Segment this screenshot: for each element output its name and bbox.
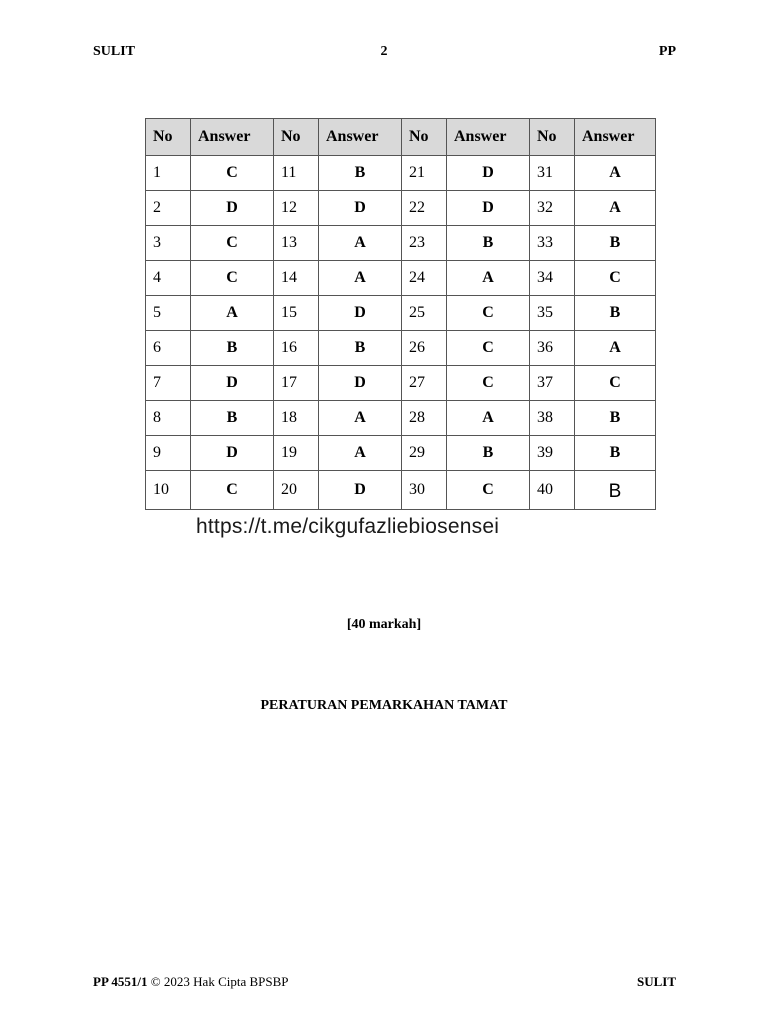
column-header-answer: Answer <box>447 119 530 156</box>
question-number-cell: 10 <box>146 471 191 510</box>
question-number-cell: 8 <box>146 401 191 436</box>
table-row <box>146 261 656 296</box>
answer-cell: A <box>191 296 274 331</box>
question-number-cell: 17 <box>274 366 319 401</box>
question-number-cell: 18 <box>274 401 319 436</box>
question-number-cell: 23 <box>402 226 447 261</box>
question-number-cell: 7 <box>146 366 191 401</box>
question-number-cell: 5 <box>146 296 191 331</box>
answer-cell: B <box>575 401 656 436</box>
answer-cell: C <box>191 226 274 261</box>
question-number-cell: 24 <box>402 261 447 296</box>
column-header-answer: Answer <box>191 119 274 156</box>
answer-cell: C <box>191 156 274 191</box>
question-number-cell: 2 <box>146 191 191 226</box>
question-number-cell: 34 <box>530 261 575 296</box>
answer-cell: A <box>575 191 656 226</box>
column-header-answer: Answer <box>575 119 656 156</box>
answer-cell: D <box>191 191 274 226</box>
answer-cell: B <box>191 401 274 436</box>
question-number-cell: 29 <box>402 436 447 471</box>
answer-key-table <box>145 118 656 510</box>
question-number-cell: 12 <box>274 191 319 226</box>
answer-cell: D <box>319 471 402 510</box>
question-number-cell: 3 <box>146 226 191 261</box>
question-number-cell: 16 <box>274 331 319 366</box>
answer-cell: C <box>447 366 530 401</box>
footer-paper-code: PP 4551/1 <box>93 974 148 989</box>
page-number: 2 <box>380 44 388 59</box>
answer-cell: C <box>447 331 530 366</box>
question-number-cell: 36 <box>530 331 575 366</box>
answer-cell: B <box>575 436 656 471</box>
question-number-cell: 19 <box>274 436 319 471</box>
end-of-marking-scheme: PERATURAN PEMARKAHAN TAMAT <box>260 698 508 713</box>
answer-cell: D <box>191 366 274 401</box>
table-row <box>146 331 656 366</box>
table-row <box>146 436 656 471</box>
question-number-cell: 21 <box>402 156 447 191</box>
total-marks: [40 markah] <box>346 617 422 632</box>
column-header-no: No <box>402 119 447 156</box>
table-header-row <box>146 119 656 156</box>
table-row <box>146 471 656 510</box>
table-row <box>146 366 656 401</box>
column-header-no: No <box>530 119 575 156</box>
table-row <box>146 191 656 226</box>
footer-sulit-right: SULIT <box>636 974 676 989</box>
table-row <box>146 401 656 436</box>
footer-copyright <box>93 974 289 990</box>
answer-cell: C <box>191 261 274 296</box>
answer-cell: B <box>191 331 274 366</box>
answer-cell: A <box>319 226 402 261</box>
question-number-cell: 9 <box>146 436 191 471</box>
answer-cell: B <box>447 436 530 471</box>
question-number-cell: 39 <box>530 436 575 471</box>
column-header-answer: Answer <box>319 119 402 156</box>
answer-cell: C <box>191 471 274 510</box>
answer-cell: D <box>319 296 402 331</box>
answer-cell: B <box>319 331 402 366</box>
question-number-cell: 38 <box>530 401 575 436</box>
answer-cell: D <box>319 191 402 226</box>
table-row <box>146 226 656 261</box>
answer-cell: D <box>447 156 530 191</box>
question-number-cell: 11 <box>274 156 319 191</box>
answer-cell: B <box>319 156 402 191</box>
answer-cell: C <box>575 261 656 296</box>
answer-cell: A <box>319 261 402 296</box>
question-number-cell: 1 <box>146 156 191 191</box>
answer-cell: B <box>575 226 656 261</box>
question-number-cell: 35 <box>530 296 575 331</box>
answer-cell: C <box>575 366 656 401</box>
answer-cell: C <box>447 471 530 510</box>
table-row <box>146 156 656 191</box>
question-number-cell: 15 <box>274 296 319 331</box>
answer-cell: D <box>191 436 274 471</box>
answer-cell: A <box>319 436 402 471</box>
question-number-cell: 30 <box>402 471 447 510</box>
answer-cell: A <box>447 261 530 296</box>
question-number-cell: 13 <box>274 226 319 261</box>
answer-cell: B <box>447 226 530 261</box>
answer-cell: A <box>447 401 530 436</box>
footer-copyright-text: © 2023 Hak Cipta BPSBP <box>150 974 289 989</box>
answer-cell: A <box>575 156 656 191</box>
question-number-cell: 37 <box>530 366 575 401</box>
answer-cell: A <box>575 331 656 366</box>
question-number-cell: 32 <box>530 191 575 226</box>
table-row <box>146 296 656 331</box>
question-number-cell: 20 <box>274 471 319 510</box>
answer-cell: D <box>319 366 402 401</box>
question-number-cell: 25 <box>402 296 447 331</box>
question-number-cell: 27 <box>402 366 447 401</box>
question-number-cell: 33 <box>530 226 575 261</box>
answer-cell: D <box>447 191 530 226</box>
question-number-cell: 4 <box>146 261 191 296</box>
answer-cell: A <box>319 401 402 436</box>
question-number-cell: 6 <box>146 331 191 366</box>
header-pp-right: PP <box>658 44 676 59</box>
question-number-cell: 40 <box>530 471 575 510</box>
telegram-link-text: https://t.me/cikgufazliebiosensei <box>196 515 500 538</box>
answer-cell: B <box>575 471 656 510</box>
answer-cell: B <box>575 296 656 331</box>
question-number-cell: 26 <box>402 331 447 366</box>
question-number-cell: 14 <box>274 261 319 296</box>
header-sulit-left: SULIT <box>93 44 136 59</box>
column-header-no: No <box>146 119 191 156</box>
question-number-cell: 28 <box>402 401 447 436</box>
column-header-no: No <box>274 119 319 156</box>
question-number-cell: 31 <box>530 156 575 191</box>
question-number-cell: 22 <box>402 191 447 226</box>
answer-cell: C <box>447 296 530 331</box>
